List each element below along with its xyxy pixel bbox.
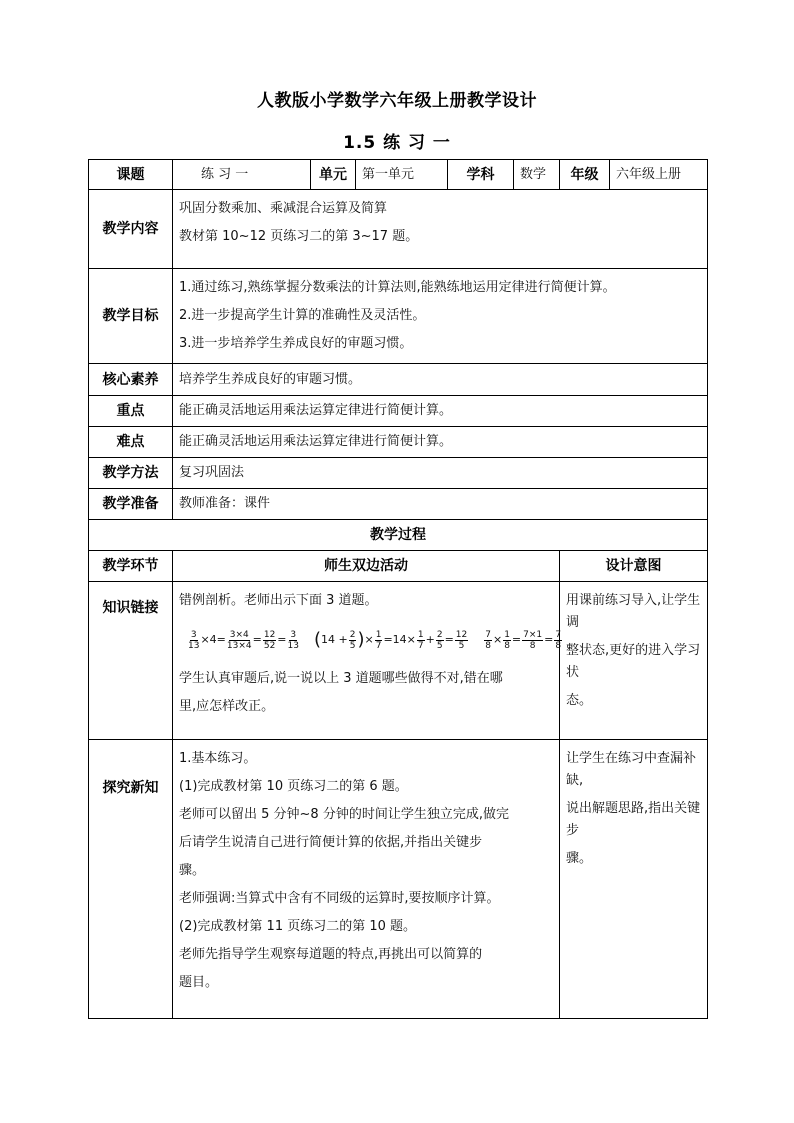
literacy-row xyxy=(89,364,708,396)
subject-label: 学科 xyxy=(448,160,514,190)
subject-value: 数学 xyxy=(514,160,560,190)
content-line: 巩固分数乘加、乘减混合运算及简算 xyxy=(179,201,388,216)
literacy-value: 培养学生养成良好的审题习惯。 xyxy=(173,364,708,396)
stage1-label: 知识链接 xyxy=(89,582,173,740)
stage1-intro: 错例剖析。老师出示下面 3 道题。 xyxy=(179,593,378,608)
document-title: 人教版小学数学六年级上册教学设计 xyxy=(257,91,537,111)
content-value xyxy=(173,190,708,269)
stage1-text: 里,应怎样改正。 xyxy=(179,699,275,714)
goal-item: 2.进一步提高学生计算的准确性及灵活性。 xyxy=(179,308,426,323)
stage1-text: 学生认真审题后,说一说以上 3 道题哪些做得不对,错在哪 xyxy=(179,671,503,686)
goals-label: 教学目标 xyxy=(89,269,173,364)
activity-column-header: 师生双边活动 xyxy=(173,551,560,582)
process-section-title: 教学过程 xyxy=(89,520,708,551)
key-value: 能正确灵活地运用乘法运算定律进行简便计算。 xyxy=(173,396,708,427)
unit-label: 单元 xyxy=(311,160,356,190)
stage1-intent xyxy=(560,582,708,740)
prep-label: 教学准备 xyxy=(89,489,173,520)
stage2-label: 探究新知 xyxy=(89,740,173,1019)
stage2-intent xyxy=(560,740,708,1019)
method-row xyxy=(89,458,708,489)
goal-item: 3.进一步培养学生养成良好的审题习惯。 xyxy=(179,336,413,351)
goal-item: 1.通过练习,熟练掌握分数乘法的计算法则,能熟练地运用定律进行简便计算。 xyxy=(179,280,616,295)
activity-line: 骤。 xyxy=(179,863,206,878)
intent-line: 骤。 xyxy=(566,851,593,866)
prep-row xyxy=(89,489,708,520)
grade-label: 年级 xyxy=(560,160,610,190)
topic-value: 练 习 一 xyxy=(173,160,311,190)
difficulty-value: 能正确灵活地运用乘法运算定律进行简便计算。 xyxy=(173,427,708,458)
key-row xyxy=(89,396,708,427)
stage1-activity xyxy=(173,582,560,740)
stage2-row xyxy=(89,740,708,1019)
content-line: 教材第 10~12 页练习二的第 3~17 题。 xyxy=(179,229,419,244)
unit-value: 第一单元 xyxy=(356,160,448,190)
intent-line: 让学生在练习中查漏补缺, xyxy=(566,751,697,788)
activity-line: 老师强调:当算式中含有不同级的运算时,要按顺序计算。 xyxy=(179,891,500,906)
activity-line: (2)完成教材第 11 页练习二的第 10 题。 xyxy=(179,919,417,934)
key-label: 重点 xyxy=(89,396,173,427)
intent-line: 态。 xyxy=(566,693,593,708)
error-examples xyxy=(187,618,562,662)
intent-line: 用课前练习导入,让学生调 xyxy=(566,593,701,630)
formula-2: ( 14 + $\frac{2}{5}$ ) × $\frac{1}{7}$ =14× $\frac{1}{7}$ + $\frac{2}{5}$ = $\frac{12}{5}$ xyxy=(313,629,468,651)
content-row xyxy=(89,190,708,269)
formula-3: $\frac{7}{8}$ × $\frac{1}{8}$ = $\frac{7\times 1}{8}$ = $\frac{7}{8}$ xyxy=(485,629,562,651)
activity-line: 题目。 xyxy=(179,975,219,990)
activity-line: 老师先指导学生观察每道题的特点,再挑出可以简算的 xyxy=(179,947,483,962)
activity-line: (1)完成教材第 10 页练习二的第 6 题。 xyxy=(179,779,408,794)
info-row xyxy=(89,160,708,190)
difficulty-row xyxy=(89,427,708,458)
stage-column-header: 教学环节 xyxy=(89,551,173,582)
goals-row xyxy=(89,269,708,364)
intent-column-header: 设计意图 xyxy=(560,551,708,582)
difficulty-label: 难点 xyxy=(89,427,173,458)
lesson-plan-table xyxy=(88,159,708,1019)
formula-1: $\frac{3}{13}$ ×4= $\frac{3\times 4}{13\times 4}$ = $\frac{12}{52}$ = $\frac{3}{13}$ xyxy=(188,629,299,651)
topic-label: 课题 xyxy=(89,160,173,190)
stage1-row xyxy=(89,582,708,740)
process-header-row xyxy=(89,551,708,582)
activity-line: 老师可以留出 5 分钟~8 分钟的时间让学生独立完成,做完 xyxy=(179,807,509,822)
method-label: 教学方法 xyxy=(89,458,173,489)
prep-value: 教师准备：课件 xyxy=(173,489,708,520)
lesson-title: 1.5 练 习 一 xyxy=(343,133,451,153)
stage2-activity xyxy=(173,740,560,1019)
process-title-row xyxy=(89,520,708,551)
grade-value: 六年级上册 xyxy=(610,160,708,190)
activity-line: 后请学生说清自己进行简便计算的依据,并指出关键步 xyxy=(179,835,483,850)
intent-line: 说出解题思路,指出关键步 xyxy=(566,801,701,838)
intent-line: 整状态,更好的进入学习状 xyxy=(566,643,701,680)
activity-line: 1.基本练习。 xyxy=(179,751,257,766)
method-value: 复习巩固法 xyxy=(173,458,708,489)
goals-value xyxy=(173,269,708,364)
literacy-label: 核心素养 xyxy=(89,364,173,396)
content-label: 教学内容 xyxy=(89,190,173,269)
